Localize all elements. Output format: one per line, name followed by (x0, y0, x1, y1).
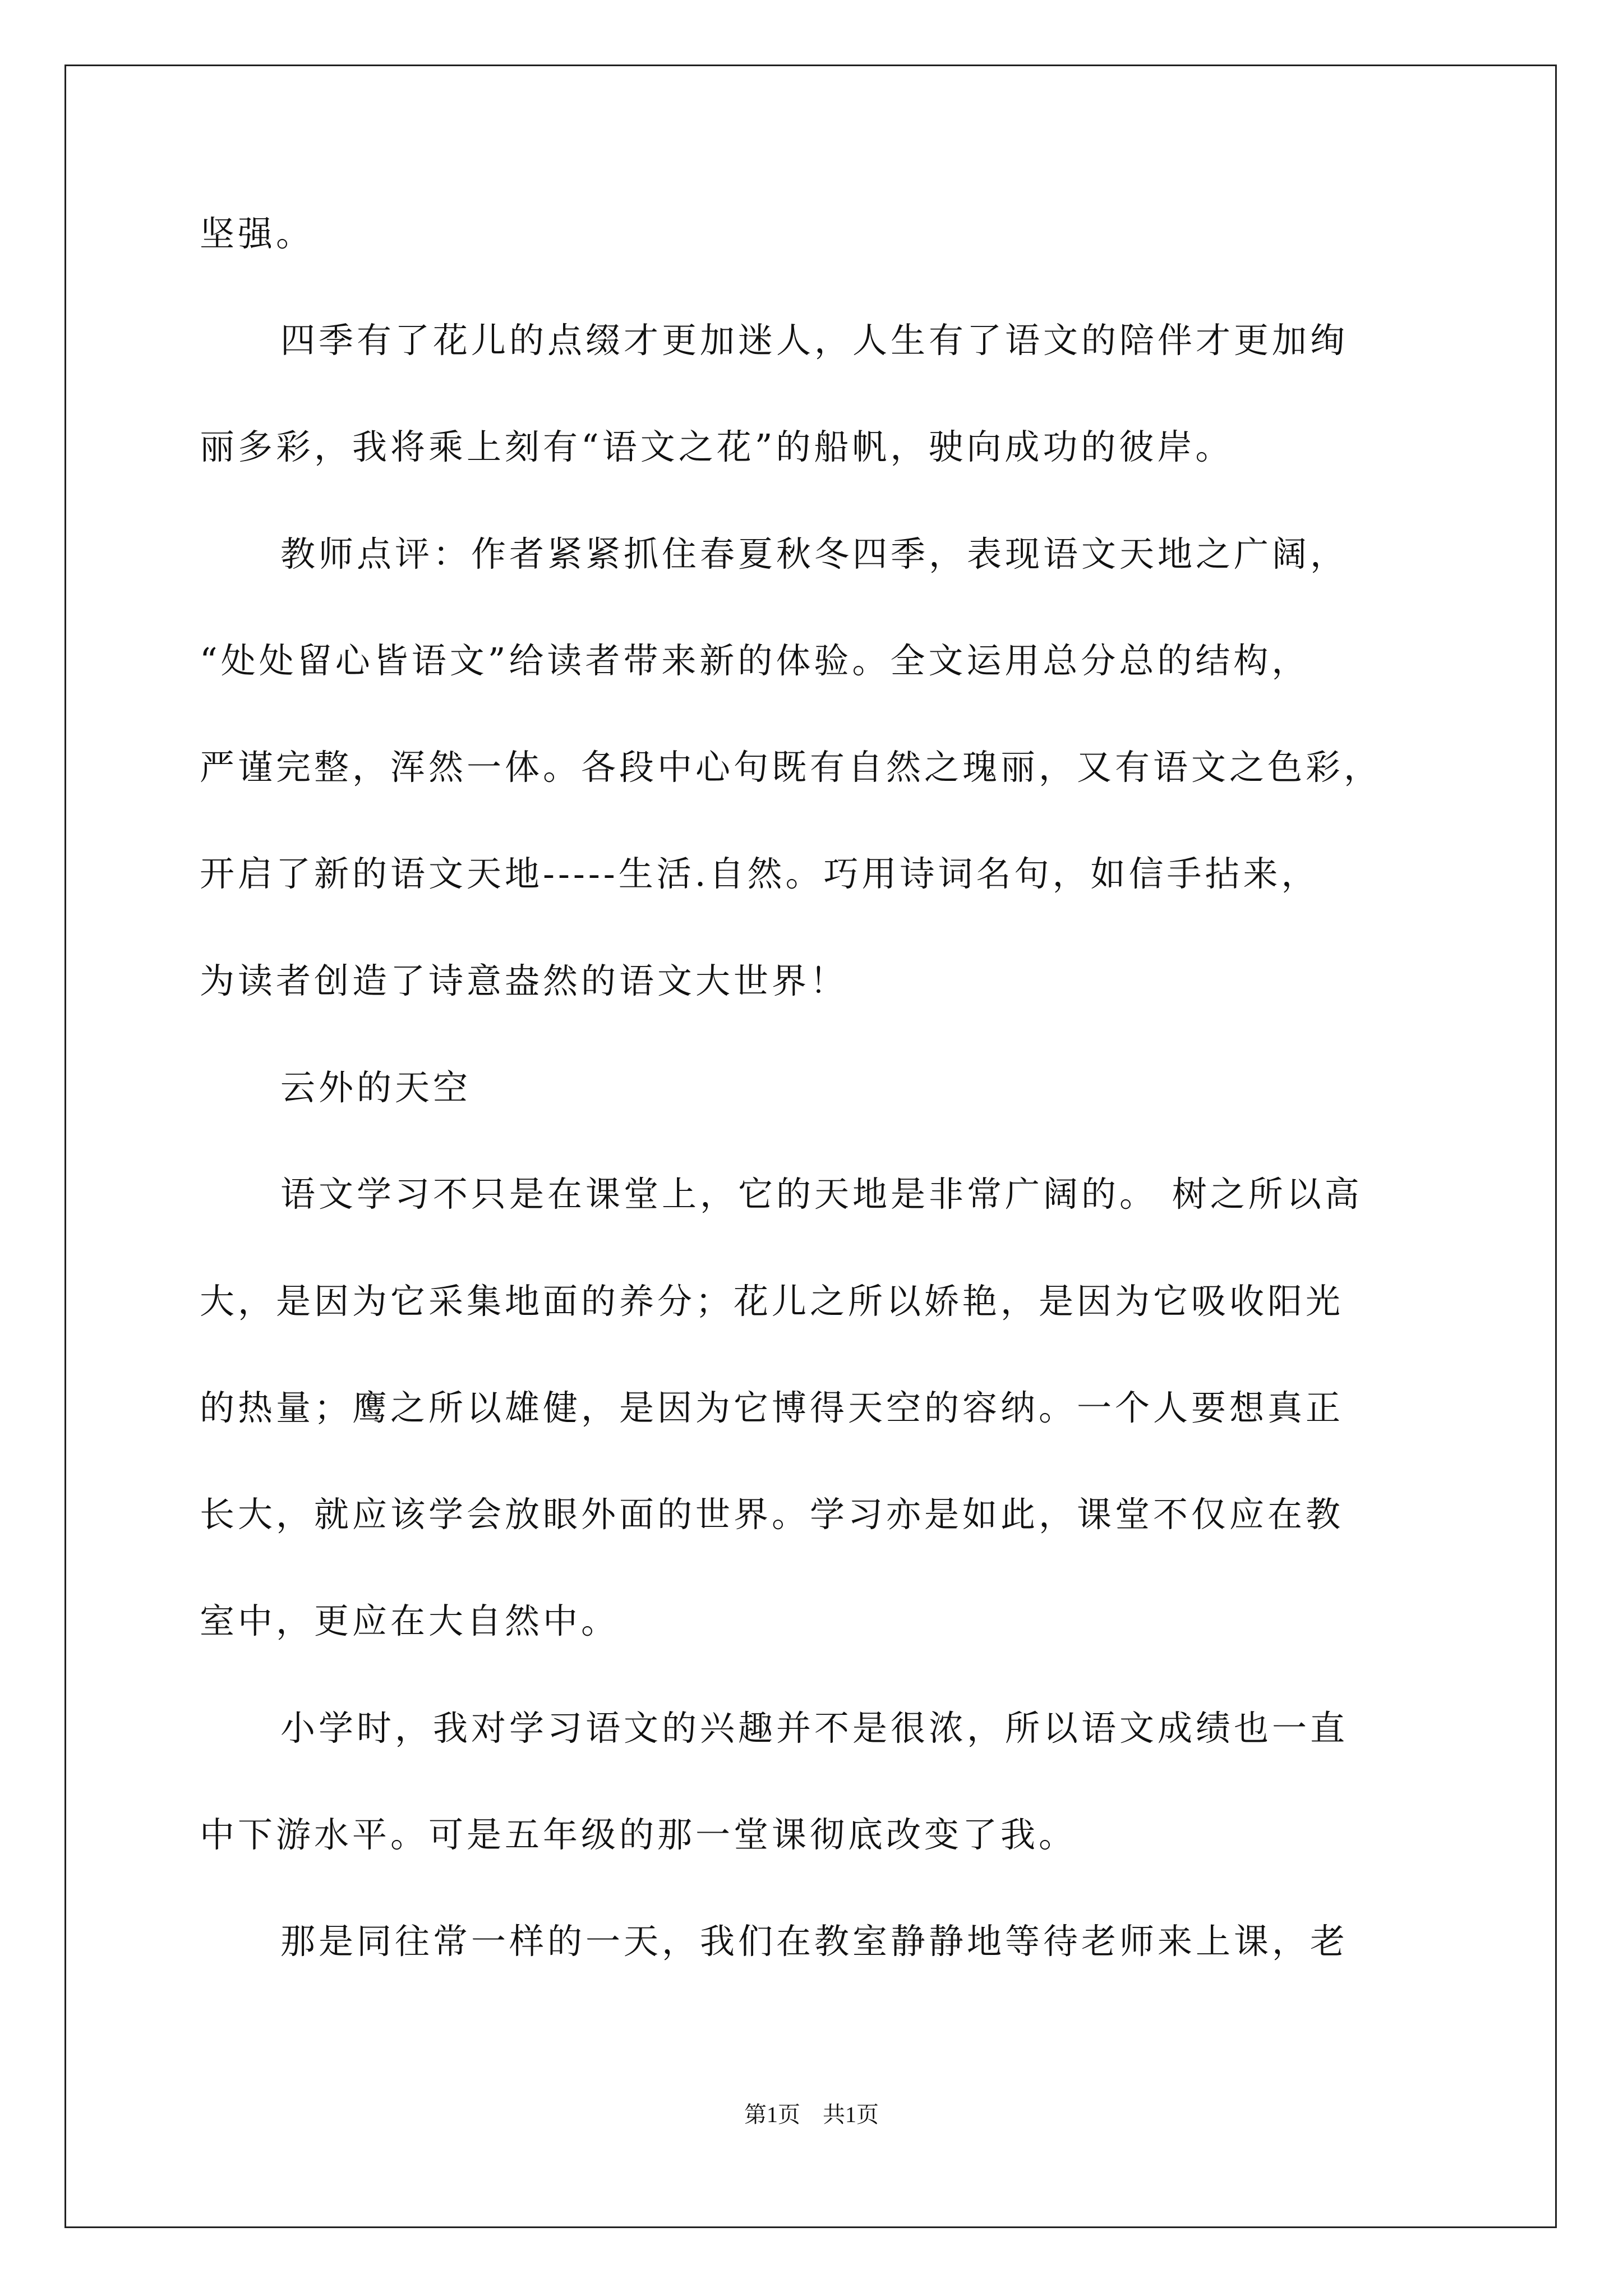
text-line: 的热量；鹰之所以雄健，是因为它博得天空的容纳。一个人要想真正 (200, 1387, 1344, 1428)
text-line: 坚强。 (200, 213, 315, 254)
text-line: 丽多彩，我将乘上刻有“语文之花”的船帆，驶向成功的彼岸。 (200, 426, 1234, 467)
page-number-footer: 第1页 共1页 (744, 2102, 879, 2127)
text-line: 室中，更应在大自然中。 (200, 1600, 620, 1641)
text-line: 小学时，我对学习语文的兴趣并不是很浓，所以语文成绩也一直 (280, 1708, 1349, 1749)
text-line: 开启了新的语文天地-----生活.自然。巧用诗词名句，如信手拈来， (200, 853, 1320, 894)
text-line: 中下游水平。可是五年级的那一堂课彻底改变了我。 (200, 1814, 1077, 1855)
text-line: 严谨完整，浑然一体。各段中心句既有自然之瑰丽，又有语文之色彩， (200, 747, 1382, 788)
page-border (64, 65, 1557, 2228)
text-line: 大，是因为它采集地面的养分；花儿之所以娇艳，是因为它吸收阳光 (200, 1281, 1344, 1322)
text-line: 四季有了花儿的点缀才更加迷人，人生有了语文的陪伴才更加绚 (280, 320, 1349, 361)
text-line: 长大，就应该学会放眼外面的世界。学习亦是如此，课堂不仅应在教 (200, 1494, 1344, 1535)
text-line: 教师点评：作者紧紧抓住春夏秋冬四季，表现语文天地之广阔， (280, 533, 1349, 574)
text-line: 语文学习不只是在课堂上，它的天地是非常广阔的。 树之所以高 (280, 1174, 1363, 1214)
text-line: 那是同往常一样的一天，我们在教室静静地等待老师来上课，老 (280, 1921, 1349, 1962)
section-title: 云外的天空 (280, 1067, 472, 1108)
text-line: 为读者创造了诗意盎然的语文大世界！ (200, 960, 849, 1001)
text-line: “处处留心皆语文”给读者带来新的体验。全文运用总分总的结构， (200, 640, 1310, 681)
